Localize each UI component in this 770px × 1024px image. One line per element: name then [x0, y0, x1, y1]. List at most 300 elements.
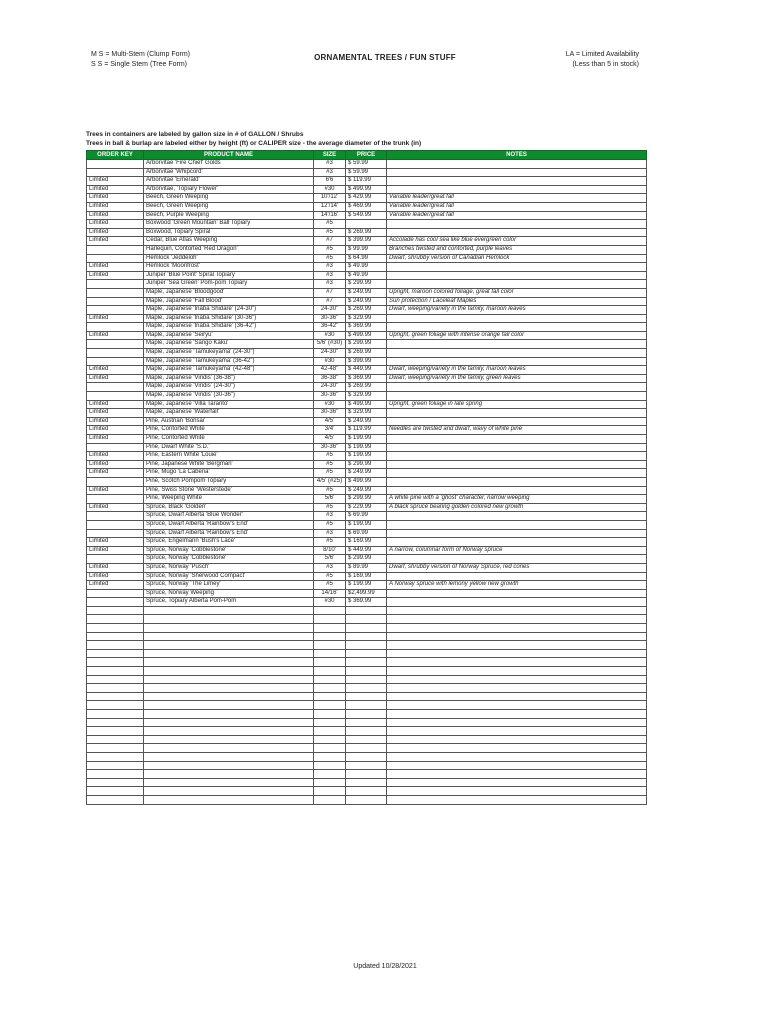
notes-cell: [387, 263, 647, 272]
order-key-cell: Limited: [87, 271, 144, 280]
notes-cell: [387, 529, 647, 538]
empty-cell: [387, 667, 647, 676]
notes-cell: [387, 340, 647, 349]
product-name-cell: Maple, Japanese 'Villa Taranto': [144, 400, 314, 409]
price-cell: $ 69.99: [346, 512, 387, 521]
empty-cell: [144, 606, 314, 615]
product-name-cell: Maple, Japanese 'Fall Blood': [144, 297, 314, 306]
notes-cell: [387, 323, 647, 332]
size-cell: 30-36": [314, 314, 346, 323]
price-cell: $ 399.99: [346, 237, 387, 246]
empty-cell: [87, 667, 144, 676]
empty-cell: [387, 606, 647, 615]
product-name-cell: Maple, Japanese 'Sango Kaku': [144, 340, 314, 349]
size-cell: #3: [314, 168, 346, 177]
order-key-cell: Limited: [87, 426, 144, 435]
empty-cell: [144, 718, 314, 727]
size-cell: 30-36": [314, 409, 346, 418]
size-cell: 12'/14': [314, 202, 346, 211]
empty-cell: [314, 761, 346, 770]
notes-cell: [387, 452, 647, 461]
size-cell: 14'/16': [314, 211, 346, 220]
empty-cell: [144, 632, 314, 641]
notes-cell: Sun protection / Laceleaf Maples: [387, 297, 647, 306]
empty-cell: [387, 795, 647, 804]
notes-cell: Upright, green foliage with intense orange fall color: [387, 331, 647, 340]
empty-cell: [314, 615, 346, 624]
size-cell: 4/5': [314, 435, 346, 444]
product-table: [86, 150, 647, 805]
empty-cell: [346, 675, 387, 684]
empty-cell: [387, 658, 647, 667]
product-name-cell: Spruce, Norway 'Cobblestone': [144, 555, 314, 564]
empty-row: [87, 649, 647, 658]
size-cell: #30: [314, 185, 346, 194]
product-name-cell: Beech, Green Weeping: [144, 194, 314, 203]
empty-cell: [314, 667, 346, 676]
table-row: [87, 366, 647, 375]
empty-cell: [346, 667, 387, 676]
empty-cell: [144, 761, 314, 770]
empty-row: [87, 624, 647, 633]
updated-date: Updated 10/28/2021: [353, 963, 417, 970]
size-cell: 4/5' (#25): [314, 477, 346, 486]
empty-cell: [387, 615, 647, 624]
empty-cell: [87, 658, 144, 667]
size-cell: #30: [314, 400, 346, 409]
notes-cell: [387, 486, 647, 495]
empty-cell: [387, 641, 647, 650]
empty-cell: [87, 641, 144, 650]
empty-cell: [87, 718, 144, 727]
order-key-cell: [87, 323, 144, 332]
empty-row: [87, 710, 647, 719]
notes-cell: Dwarf, weeping/variety in the family, green leaves: [387, 374, 647, 383]
product-name-cell: Harlequin, Contorted 'Red Dragon': [144, 245, 314, 254]
size-cell: 30-36": [314, 443, 346, 452]
order-key-cell: Limited: [87, 452, 144, 461]
price-cell: $ 299.99: [346, 460, 387, 469]
price-cell: $ 499.99: [346, 331, 387, 340]
product-name-cell: Spruce, Topiary Alberta Pom-Pom: [144, 598, 314, 607]
order-key-cell: Limited: [87, 177, 144, 186]
size-cell: 5/6': [314, 555, 346, 564]
table-row: [87, 452, 647, 461]
price-cell: [346, 220, 387, 229]
empty-row: [87, 692, 647, 701]
price-cell: $ 199.99: [346, 581, 387, 590]
size-cell: 5/6' (#30): [314, 340, 346, 349]
order-key-cell: [87, 280, 144, 289]
product-name-cell: Spruce, Black 'Golden': [144, 503, 314, 512]
product-name-cell: Pine, Dwarf White 'S.D.': [144, 443, 314, 452]
table-row: [87, 460, 647, 469]
empty-cell: [87, 692, 144, 701]
empty-cell: [314, 744, 346, 753]
order-key-cell: [87, 245, 144, 254]
table-row: [87, 340, 647, 349]
price-cell: $ 299.99: [346, 280, 387, 289]
empty-cell: [387, 692, 647, 701]
order-key-cell: [87, 477, 144, 486]
order-key-cell: Limited: [87, 546, 144, 555]
order-key-cell: [87, 306, 144, 315]
product-name-cell: Maple, Japanese 'Waterfall': [144, 409, 314, 418]
table-row: [87, 555, 647, 564]
empty-cell: [346, 692, 387, 701]
product-name-cell: Pine, Japanese White 'Bergman': [144, 460, 314, 469]
order-key-cell: [87, 340, 144, 349]
notes-cell: [387, 555, 647, 564]
empty-cell: [314, 770, 346, 779]
size-cell: #5: [314, 452, 346, 461]
product-name-cell: Spruce, Norway 'Sherwood Compact': [144, 572, 314, 581]
order-key-cell: [87, 529, 144, 538]
price-cell: $ 119.99: [346, 426, 387, 435]
col-size: SIZE: [314, 151, 346, 160]
empty-cell: [314, 787, 346, 796]
price-cell: $ 469.99: [346, 202, 387, 211]
empty-cell: [144, 624, 314, 633]
notes-cell: [387, 572, 647, 581]
notes-cell: [387, 280, 647, 289]
table-row: [87, 357, 647, 366]
table-row: [87, 220, 647, 229]
notes-cell: Accolade has cool sea like blue evergreen color: [387, 237, 647, 246]
price-cell: $ 99.99: [346, 245, 387, 254]
notes-cell: A white pine with a 'ghost' character, narrow weeping: [387, 495, 647, 504]
product-name-cell: Beech, Purple Weeping: [144, 211, 314, 220]
empty-cell: [144, 692, 314, 701]
empty-cell: [314, 778, 346, 787]
product-name-cell: Juniper 'Sea Green' Pom-pom Topiary: [144, 280, 314, 289]
product-name-cell: Pine, Contorted White: [144, 435, 314, 444]
empty-cell: [387, 770, 647, 779]
empty-cell: [346, 744, 387, 753]
table-row: [87, 538, 647, 547]
product-name-cell: Pine, Scotch Pompom Topiary: [144, 477, 314, 486]
notes-cell: [387, 512, 647, 521]
table-row: [87, 331, 647, 340]
table-row: [87, 263, 647, 272]
size-cell: 8/10': [314, 546, 346, 555]
table-row: [87, 194, 647, 203]
empty-row: [87, 735, 647, 744]
empty-row: [87, 667, 647, 676]
notes-cell: [387, 314, 647, 323]
empty-cell: [87, 735, 144, 744]
order-key-cell: Limited: [87, 538, 144, 547]
intro-line-1: Trees in containers are labeled by gallon size in # of GALLON / Shrubs: [86, 131, 304, 138]
notes-cell: [387, 589, 647, 598]
order-key-cell: [87, 495, 144, 504]
size-cell: #5: [314, 245, 346, 254]
notes-cell: [387, 392, 647, 401]
product-name-cell: Boxwood, Topiary Spiral: [144, 228, 314, 237]
empty-row: [87, 684, 647, 693]
empty-row: [87, 632, 647, 641]
product-name-cell: Boxwood 'Green Mountain' Ball Topiary: [144, 220, 314, 229]
order-key-cell: [87, 392, 144, 401]
empty-cell: [144, 752, 314, 761]
size-cell: 36-38": [314, 374, 346, 383]
product-name-cell: Maple, Japanese 'Viridis' (36-38"): [144, 374, 314, 383]
table-row: [87, 297, 647, 306]
price-cell: $ 169.99: [346, 538, 387, 547]
notes-cell: Upright, green foliage in late spring: [387, 400, 647, 409]
empty-cell: [346, 778, 387, 787]
empty-row: [87, 752, 647, 761]
empty-cell: [87, 752, 144, 761]
table-row: [87, 520, 647, 529]
order-key-cell: Limited: [87, 417, 144, 426]
price-cell: $ 199.99: [346, 520, 387, 529]
size-cell: #5: [314, 572, 346, 581]
empty-cell: [87, 615, 144, 624]
table-row: [87, 349, 647, 358]
table-row: [87, 469, 647, 478]
price-cell: $ 329.99: [346, 392, 387, 401]
price-cell: $ 199.99: [346, 452, 387, 461]
order-key-cell: Limited: [87, 202, 144, 211]
empty-cell: [387, 701, 647, 710]
order-key-cell: Limited: [87, 503, 144, 512]
order-key-cell: Limited: [87, 331, 144, 340]
product-name-cell: Spruce, Norway Weeping: [144, 589, 314, 598]
order-key-cell: [87, 555, 144, 564]
price-cell: $ 329.99: [346, 409, 387, 418]
table-row: [87, 323, 647, 332]
product-name-cell: Maple, Japanese 'Tamukeyama' (24-30"): [144, 349, 314, 358]
size-cell: #3: [314, 529, 346, 538]
product-name-cell: Pine, Eastern White 'Louie': [144, 452, 314, 461]
empty-cell: [387, 744, 647, 753]
empty-row: [87, 795, 647, 804]
size-cell: #5: [314, 254, 346, 263]
product-name-cell: Maple, Japanese 'Inaba Shidare' (24-30"): [144, 306, 314, 315]
empty-cell: [314, 658, 346, 667]
empty-cell: [87, 795, 144, 804]
product-name-cell: Maple, Japanese 'Tamukeyama' (36-42"): [144, 357, 314, 366]
size-cell: #5: [314, 469, 346, 478]
table-body: [87, 160, 647, 805]
size-cell: 6'6: [314, 177, 346, 186]
product-name-cell: Pine, Weeping White: [144, 495, 314, 504]
price-cell: $ 89.99: [346, 563, 387, 572]
product-name-cell: Maple, Japanese 'Seiryu': [144, 331, 314, 340]
order-key-cell: Limited: [87, 486, 144, 495]
product-name-cell: Pine, Mugo 'La Cabena': [144, 469, 314, 478]
table-row: [87, 581, 647, 590]
empty-cell: [144, 770, 314, 779]
size-cell: 10'/12': [314, 194, 346, 203]
price-cell: $ 399.99: [346, 357, 387, 366]
order-key-cell: Limited: [87, 220, 144, 229]
empty-row: [87, 761, 647, 770]
price-cell: $ 449.99: [346, 546, 387, 555]
empty-cell: [144, 795, 314, 804]
empty-cell: [87, 632, 144, 641]
empty-cell: [387, 632, 647, 641]
notes-cell: Dwarf, weeping/variety in the family, maroon leaves: [387, 366, 647, 375]
table-row: [87, 254, 647, 263]
legend-la: LA = Limited Availability: [565, 51, 639, 58]
product-name-cell: Maple, Japanese 'Inaba Shidare' (36-42"): [144, 323, 314, 332]
empty-cell: [314, 624, 346, 633]
price-cell: $ 49.99: [346, 263, 387, 272]
price-cell: $ 249.99: [346, 486, 387, 495]
price-cell: $ 369.99: [346, 374, 387, 383]
notes-cell: [387, 520, 647, 529]
table-row: [87, 374, 647, 383]
empty-row: [87, 641, 647, 650]
empty-cell: [144, 787, 314, 796]
size-cell: 24-30": [314, 349, 346, 358]
empty-cell: [346, 795, 387, 804]
empty-cell: [346, 727, 387, 736]
empty-cell: [87, 701, 144, 710]
empty-cell: [346, 770, 387, 779]
empty-cell: [346, 615, 387, 624]
empty-cell: [144, 744, 314, 753]
price-cell: $ 69.99: [346, 529, 387, 538]
size-cell: #30: [314, 357, 346, 366]
product-name-cell: Juniper 'Blue Point' Spiral Topiary: [144, 271, 314, 280]
empty-cell: [87, 761, 144, 770]
price-cell: $ 269.99: [346, 383, 387, 392]
table-row: [87, 443, 647, 452]
size-cell: #5: [314, 503, 346, 512]
price-cell: $ 269.99: [346, 306, 387, 315]
empty-cell: [314, 675, 346, 684]
size-cell: 30-36": [314, 392, 346, 401]
size-cell: #3: [314, 512, 346, 521]
product-name-cell: Spruce, Norway 'The Limey': [144, 581, 314, 590]
empty-cell: [144, 778, 314, 787]
legend-la-note: (Less than 5 in stock): [572, 61, 639, 68]
table-row: [87, 546, 647, 555]
col-product-name: PRODUCT NAME: [144, 151, 314, 160]
order-key-cell: [87, 383, 144, 392]
empty-cell: [387, 752, 647, 761]
notes-cell: [387, 220, 647, 229]
table-row: [87, 185, 647, 194]
empty-cell: [346, 701, 387, 710]
order-key-cell: Limited: [87, 194, 144, 203]
table-row: [87, 211, 647, 220]
price-cell: $ 269.99: [346, 228, 387, 237]
price-cell: $ 59.99: [346, 160, 387, 169]
empty-cell: [346, 735, 387, 744]
table-row: [87, 314, 647, 323]
order-key-cell: Limited: [87, 435, 144, 444]
notes-cell: [387, 168, 647, 177]
table-row: [87, 486, 647, 495]
empty-cell: [346, 624, 387, 633]
order-key-cell: Limited: [87, 211, 144, 220]
order-key-cell: [87, 598, 144, 607]
size-cell: #5: [314, 520, 346, 529]
empty-cell: [144, 615, 314, 624]
order-key-cell: [87, 349, 144, 358]
empty-cell: [144, 675, 314, 684]
legend-right: [566, 50, 639, 70]
product-name-cell: Beech, Green Weeping: [144, 202, 314, 211]
price-cell: $ 369.99: [346, 598, 387, 607]
order-key-cell: Limited: [87, 314, 144, 323]
empty-cell: [314, 684, 346, 693]
product-name-cell: Arborvitae 'Emerald': [144, 177, 314, 186]
table-row: [87, 271, 647, 280]
product-name-cell: Hemlock 'Moonfrost': [144, 263, 314, 272]
empty-cell: [387, 735, 647, 744]
empty-cell: [87, 649, 144, 658]
intro-line-2: Trees in ball & burlap are labeled either by height (ft) or CALIPER size - the average diameter of the trunk (in): [86, 140, 422, 147]
notes-cell: Variable leader/great fall: [387, 211, 647, 220]
empty-cell: [346, 606, 387, 615]
notes-cell: [387, 185, 647, 194]
notes-cell: [387, 598, 647, 607]
price-cell: $ 249.99: [346, 469, 387, 478]
order-key-cell: [87, 520, 144, 529]
col-price: PRICE: [346, 151, 387, 160]
product-name-cell: Pine, Swiss Stone 'Westerstede': [144, 486, 314, 495]
notes-cell: Dwarf, shrubby version of Canadian Hemlock: [387, 254, 647, 263]
table-row: [87, 280, 647, 289]
notes-cell: Upright, maroon colored foliage, great fall color: [387, 288, 647, 297]
price-cell: $ 199.99: [346, 443, 387, 452]
empty-cell: [387, 727, 647, 736]
price-cell: $ 119.99: [346, 177, 387, 186]
notes-cell: Needles are twisted and dwarf, wavy of white pine: [387, 426, 647, 435]
notes-cell: [387, 469, 647, 478]
table-row: [87, 477, 647, 486]
price-cell: $ 449.99: [346, 366, 387, 375]
table-row: [87, 409, 647, 418]
empty-cell: [314, 718, 346, 727]
product-name-cell: Maple, Japanese 'Inaba Shidare' (30-36"): [144, 314, 314, 323]
empty-cell: [387, 787, 647, 796]
notes-cell: A Norway spruce with lemony yellow new growth: [387, 581, 647, 590]
table-row: [87, 589, 647, 598]
size-cell: #3: [314, 280, 346, 289]
empty-cell: [314, 795, 346, 804]
size-cell: #30: [314, 598, 346, 607]
table-row: [87, 503, 647, 512]
empty-cell: [387, 624, 647, 633]
size-cell: #7: [314, 237, 346, 246]
price-cell: $ 49.99: [346, 271, 387, 280]
product-name-cell: Spruce, Norway 'Cobblestone': [144, 546, 314, 555]
product-name-cell: Maple, Japanese 'Viridis' (24-30"): [144, 383, 314, 392]
empty-row: [87, 701, 647, 710]
table-row: [87, 160, 647, 169]
empty-cell: [387, 649, 647, 658]
product-name-cell: Spruce, Dwarf Alberta 'Blue Wonder': [144, 512, 314, 521]
notes-cell: [387, 443, 647, 452]
empty-cell: [87, 606, 144, 615]
notes-cell: Dwarf, shrubby version of Norway Spruce, red cones: [387, 563, 647, 572]
price-cell: $ 249.99: [346, 288, 387, 297]
empty-cell: [387, 761, 647, 770]
empty-cell: [314, 649, 346, 658]
table-row: [87, 495, 647, 504]
order-key-cell: [87, 160, 144, 169]
empty-row: [87, 615, 647, 624]
empty-row: [87, 787, 647, 796]
table-row: [87, 417, 647, 426]
empty-cell: [314, 641, 346, 650]
